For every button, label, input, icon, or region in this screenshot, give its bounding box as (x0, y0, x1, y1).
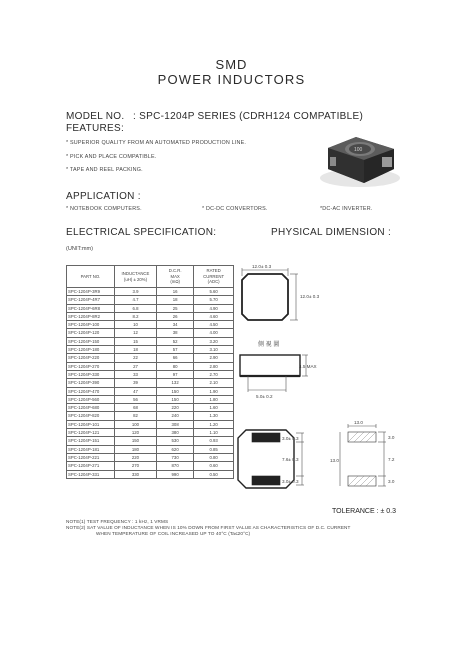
cell-inductance: 120 (114, 429, 156, 437)
cell-inductance: 220 (114, 453, 156, 461)
note-1: NOTE(1) TEST FREQUENCY : 1 kHz, 1 VRMS (66, 519, 169, 524)
cell-rated-current: 2.10 (194, 379, 234, 387)
cell-dcr: 870 (157, 462, 194, 470)
top-view (242, 268, 298, 320)
cell-rated-current: 1.80 (194, 395, 234, 403)
dim-pcb-pad-2: 3.0 (388, 479, 395, 484)
cell-dcr: 308 (157, 420, 194, 428)
cell-dcr: 25 (157, 304, 194, 312)
cell-part-no: SPC-1204P-150 (67, 337, 115, 345)
cell-part-no: SPC-1204P-331 (67, 470, 115, 478)
cell-part-no: SPC-1204P-8R2 (67, 312, 115, 320)
cell-dcr: 34 (157, 321, 194, 329)
cell-dcr: 18 (157, 296, 194, 304)
cell-rated-current: 0.80 (194, 453, 234, 461)
feature-item: * TAPE AND REEL PACKING. (66, 167, 143, 173)
title-power-inductors: POWER INDUCTORS (157, 72, 306, 87)
cell-part-no: SPC-1204P-220 (67, 354, 115, 362)
cell-inductance: 330 (114, 470, 156, 478)
cell-dcr: 97 (157, 370, 194, 378)
dim-pcb-width: 13.0 (354, 420, 363, 425)
cell-rated-current: 0.50 (194, 470, 234, 478)
cell-rated-current: 4.60 (194, 312, 234, 320)
cell-part-no: SPC-1204P-271 (67, 462, 115, 470)
cell-dcr: 150 (157, 395, 194, 403)
cell-rated-current: 4.90 (194, 304, 234, 312)
application-item: * DC-DC CONVERTORS. (202, 206, 268, 212)
cell-inductance: 270 (114, 462, 156, 470)
cell-inductance: 27 (114, 362, 156, 370)
cell-rated-current: 1.30 (194, 412, 234, 420)
cell-rated-current: 4.50 (194, 321, 234, 329)
cell-dcr: 150 (157, 387, 194, 395)
cell-dcr: 16 (157, 288, 194, 296)
model-label: MODEL NO. (66, 111, 125, 122)
cell-dcr: 80 (157, 362, 194, 370)
dim-pad: 5.0± 0.2 (256, 394, 273, 399)
side-view (240, 355, 308, 392)
cell-inductance: 3.9 (114, 288, 156, 296)
cell-inductance: 8.2 (114, 312, 156, 320)
dim-land-3: 3.0± 0.3 (282, 479, 299, 484)
note-2: NOTE(2) SAT VALUE OF INDUCTANCE WHEN IS 10% DOWN FROM FIRST VALUE AS CHARACTERISTICS OF D.C. CURRENT (66, 525, 351, 531)
dim-pcb-pad-1: 3.0 (388, 435, 395, 440)
cell-part-no: SPC-1204P-151 (67, 437, 115, 445)
cell-part-no: SPC-1204P-101 (67, 420, 115, 428)
cell-rated-current: 0.93 (194, 437, 234, 445)
electrical-heading: ELECTRICAL SPECIFICATION: (66, 227, 217, 238)
cell-part-no: SPC-1204P-221 (67, 453, 115, 461)
title-smd: SMD (215, 57, 248, 72)
cell-part-no: SPC-1204P-560 (67, 395, 115, 403)
pcb-land-pattern (340, 424, 386, 486)
cell-dcr: 38 (157, 329, 194, 337)
feature-item: * SUPERIOR QUALITY FROM AN AUTOMATED PRODUCTION LINE. (66, 140, 247, 146)
cell-inductance: 68 (114, 404, 156, 412)
cell-part-no: SPC-1204P-121 (67, 429, 115, 437)
cell-dcr: 52 (157, 337, 194, 345)
cell-rated-current: 1.10 (194, 429, 234, 437)
cell-inductance: 22 (114, 354, 156, 362)
dim-pcb-mid: 7.2 (388, 457, 395, 462)
cell-part-no: SPC-1204P-181 (67, 445, 115, 453)
cell-rated-current: 2.70 (194, 370, 234, 378)
cell-dcr: 66 (157, 354, 194, 362)
dim-land-2: 7.6± 0.3 (282, 457, 299, 462)
dim-top-height: 12.0± 0.3 (300, 294, 320, 299)
header-inductance: INDUCTANCE (uH) ± 20%) (114, 266, 156, 288)
cell-rated-current: 3.10 (194, 346, 234, 354)
cell-part-no: SPC-1204P-180 (67, 346, 115, 354)
features-heading: FEATURES: (66, 123, 125, 134)
cell-dcr: 132 (157, 379, 194, 387)
cell-inductance: 56 (114, 395, 156, 403)
cell-inductance: 100 (114, 420, 156, 428)
cell-part-no: SPC-1204P-3R9 (67, 288, 115, 296)
cell-inductance: 33 (114, 370, 156, 378)
cell-inductance: 180 (114, 445, 156, 453)
cell-rated-current: 5.60 (194, 288, 234, 296)
cell-dcr: 380 (157, 429, 194, 437)
cell-rated-current: 1.20 (194, 420, 234, 428)
cell-inductance: 39 (114, 379, 156, 387)
cell-rated-current: 2.90 (194, 354, 234, 362)
cell-part-no: SPC-1204P-6R8 (67, 304, 115, 312)
application-item: * NOTEBOOK COMPUTERS. (66, 206, 142, 212)
cell-part-no: SPC-1204P-470 (67, 387, 115, 395)
cell-rated-current: 4.00 (194, 329, 234, 337)
cell-inductance: 4.7 (114, 296, 156, 304)
cell-dcr: 240 (157, 412, 194, 420)
cell-part-no: SPC-1204P-330 (67, 370, 115, 378)
cell-inductance: 47 (114, 387, 156, 395)
cell-dcr: 530 (157, 437, 194, 445)
cell-part-no: SPC-1204P-390 (67, 379, 115, 387)
cell-part-no: SPC-1204P-680 (67, 404, 115, 412)
cell-dcr: 220 (157, 404, 194, 412)
cell-part-no: SPC-1204P-100 (67, 321, 115, 329)
tolerance-label: TOLERANCE : ± 0.3 (332, 508, 397, 515)
cell-rated-current: 2.80 (194, 362, 234, 370)
cell-rated-current: 1.60 (194, 404, 234, 412)
dim-land-1: 3.0± 0.3 (282, 436, 299, 441)
cell-inductance: 10 (114, 321, 156, 329)
dim-pcb-height: 13.0 (330, 458, 339, 463)
cell-dcr: 730 (157, 453, 194, 461)
cell-inductance: 18 (114, 346, 156, 354)
header-rated-current: RATED CURRENT (ADC) (194, 266, 234, 288)
cell-part-no: SPC-1204P-270 (67, 362, 115, 370)
side-view-label: 側 視 圖 (258, 342, 280, 348)
cell-rated-current: 0.85 (194, 445, 234, 453)
cell-part-no: SPC-1204P-820 (67, 412, 115, 420)
model-value: : SPC-1204P SERIES (CDRH124 COMPATIBLE) (133, 111, 364, 122)
cell-dcr: 57 (157, 346, 194, 354)
cell-rated-current: 1.90 (194, 387, 234, 395)
application-heading: APPLICATION : (66, 191, 141, 202)
header-part: PART NO. (67, 266, 115, 288)
unit-label: (UNIT:mm) (66, 246, 94, 252)
dim-height: 4.5 MAX (299, 364, 317, 369)
cell-inductance: 82 (114, 412, 156, 420)
cell-rated-current: 5.70 (194, 296, 234, 304)
cell-inductance: 15 (114, 337, 156, 345)
cell-part-no: SPC-1204P-120 (67, 329, 115, 337)
physical-heading: PHYSICAL DIMENSION : (271, 227, 392, 238)
cell-inductance: 150 (114, 437, 156, 445)
application-item: *DC-AC INVERTER. (320, 206, 373, 212)
feature-item: * PICK AND PLACE COMPATIBLE. (66, 154, 157, 160)
cell-inductance: 12 (114, 329, 156, 337)
header-dcr: D.C.R. MAX (mΩ) (157, 266, 194, 288)
cell-part-no: SPC-1204P-4R7 (67, 296, 115, 304)
cell-dcr: 990 (157, 470, 194, 478)
cell-inductance: 6.8 (114, 304, 156, 312)
note-2-cont: WHEN TEMPERATURE OF COIL INCREASED UP TO 40°C (Ta≤20°C) (96, 531, 251, 537)
cell-rated-current: 3.20 (194, 337, 234, 345)
cell-dcr: 620 (157, 445, 194, 453)
cell-dcr: 26 (157, 312, 194, 320)
cell-rated-current: 0.60 (194, 462, 234, 470)
product-marking: 100 (354, 147, 363, 153)
dim-top-width: 12.0± 0.3 (252, 264, 272, 269)
